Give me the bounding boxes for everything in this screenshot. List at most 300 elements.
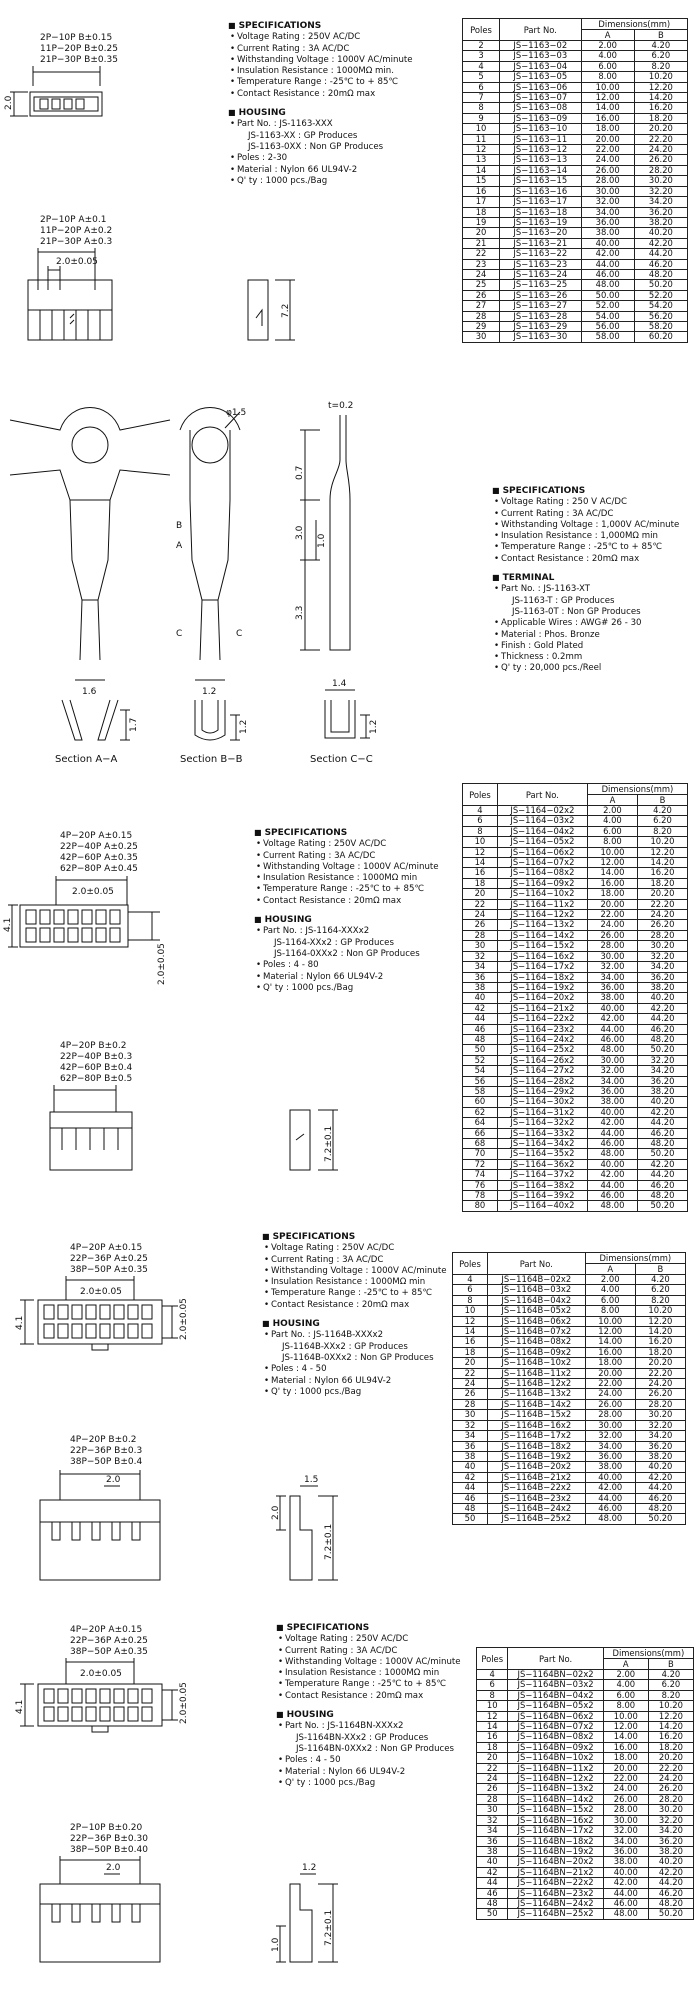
cell-dim-a: 38.00: [587, 1097, 637, 1107]
cell-dim-b: 46.20: [637, 1180, 687, 1190]
spec-list-item: • Voltage Rating : 250V AC/DC: [254, 839, 439, 850]
cell-part-no: JS−1164B−06x2: [487, 1316, 585, 1326]
spec-list-item: • Q' ty : 1000 pcs./Bag: [254, 983, 439, 994]
cell-poles: 14: [453, 1327, 488, 1337]
cell-dim-a: 44.00: [585, 1493, 635, 1503]
col-header-poles: Poles: [477, 1648, 508, 1670]
cell-dim-a: 8.00: [587, 837, 637, 847]
spec-list-item: • Voltage Rating : 250V AC/DC: [276, 1634, 461, 1645]
cell-dim-b: 28.20: [648, 1794, 693, 1804]
cell-poles: 12: [463, 847, 498, 857]
cell-dim-a: 46.00: [587, 1034, 637, 1044]
cell-part-no: JS−1163−23: [500, 259, 582, 269]
cell-dim-b: 40.20: [637, 1097, 687, 1107]
cell-dim-b: 16.20: [648, 1732, 693, 1742]
cell-part-no: JS−1163−10: [500, 124, 582, 134]
cell-dim-b: 46.20: [637, 1128, 687, 1138]
cell-poles: 40: [463, 993, 498, 1003]
table-row: [463, 930, 688, 940]
cell-dim-a: 24.00: [585, 1389, 635, 1399]
cell-dim-a: 4.00: [581, 51, 634, 61]
s2-h12a: 1.2: [239, 719, 249, 734]
cell-dim-b: 50.20: [637, 1045, 687, 1055]
cell-dim-b: 34.20: [634, 197, 687, 207]
s4-housing-list: [262, 1330, 447, 1398]
cell-dim-a: 32.00: [581, 197, 634, 207]
cell-poles: 30: [453, 1410, 488, 1420]
s4-spec-heading: ■ SPECIFICATIONS: [262, 1231, 447, 1243]
table-row: [463, 321, 688, 331]
spec-list-item: • Current Rating : 3A AC/DC: [492, 509, 679, 520]
spec-list-item: JS-1164-0XXx2 : Non GP Produces: [274, 948, 420, 959]
cell-dim-a: 40.00: [587, 1159, 637, 1169]
cell-part-no: JS−1164−11x2: [497, 899, 587, 909]
cell-dim-a: 42.00: [585, 1483, 635, 1493]
cell-part-no: JS−1164−21x2: [497, 1003, 587, 1013]
table-row: [463, 249, 688, 259]
col-header-b: B: [648, 1659, 693, 1670]
cell-dim-b: 28.20: [635, 1399, 685, 1409]
s2-h12b: 1.2: [369, 719, 379, 734]
cell-dim-b: 12.20: [637, 847, 687, 857]
cell-part-no: JS−1164−22x2: [497, 1014, 587, 1024]
cell-dim-a: 36.00: [587, 982, 637, 992]
table-row: [463, 1034, 688, 1044]
spec-list-item: • Withstanding Voltage : 1,000V AC/minute: [492, 520, 679, 531]
s2-spec-heading: ■ SPECIFICATIONS: [492, 485, 679, 497]
cell-dim-b: 14.20: [648, 1722, 693, 1732]
s2-w14: 1.4: [332, 679, 347, 689]
cell-poles: 36: [453, 1441, 488, 1451]
cell-part-no: JS−1163−26: [500, 290, 582, 300]
cell-poles: 34: [477, 1826, 508, 1836]
cell-dim-a: 2.00: [581, 41, 634, 51]
s2-label-b: B: [176, 521, 183, 531]
cell-part-no: JS−1164−40x2: [497, 1201, 587, 1211]
cell-dim-a: 14.00: [581, 103, 634, 113]
s5-row: 2.0±0.05: [179, 1682, 189, 1724]
cell-part-no: JS−1163−05: [500, 72, 582, 82]
cell-poles: 60: [463, 1097, 498, 1107]
cell-poles: 6: [477, 1680, 508, 1690]
cell-part-no: JS−1164BN−18x2: [508, 1836, 603, 1846]
cell-part-no: JS−1163−28: [500, 311, 582, 321]
cell-dim-a: 38.00: [603, 1857, 648, 1867]
cell-part-no: JS−1163−27: [500, 301, 582, 311]
cell-dim-b: 16.20: [635, 1337, 685, 1347]
cell-dim-b: 24.20: [635, 1379, 685, 1389]
s3-tol-a2: 22P−40P A±0.25: [60, 842, 138, 852]
cell-dim-b: 18.20: [637, 878, 687, 888]
cell-poles: 24: [453, 1379, 488, 1389]
cell-poles: 76: [463, 1180, 498, 1190]
table-row: [477, 1763, 694, 1773]
cell-poles: 56: [463, 1076, 498, 1086]
spec-list-item: • Poles : 4 - 80: [254, 960, 439, 971]
cell-poles: 34: [463, 962, 498, 972]
cell-dim-a: 46.00: [603, 1898, 648, 1908]
cell-part-no: JS−1163−24: [500, 269, 582, 279]
cell-part-no: JS−1164−37x2: [497, 1170, 587, 1180]
cell-part-no: JS−1164BN−17x2: [508, 1826, 603, 1836]
cell-part-no: JS−1164B−18x2: [487, 1441, 585, 1451]
cell-poles: 48: [463, 1034, 498, 1044]
cell-dim-a: 4.00: [587, 816, 637, 826]
cell-part-no: JS−1164BN−23x2: [508, 1888, 603, 1898]
cell-poles: 70: [463, 1149, 498, 1159]
table-row: [463, 826, 688, 836]
table-row: [463, 124, 688, 134]
cell-dim-b: 20.20: [634, 124, 687, 134]
s1-side-height: 7.2: [281, 303, 291, 318]
cell-dim-b: 42.20: [648, 1867, 693, 1877]
table-row: [477, 1888, 694, 1898]
cell-dim-b: 32.20: [648, 1815, 693, 1825]
cell-poles: 10: [477, 1701, 508, 1711]
table-row: [477, 1909, 694, 1919]
cell-poles: 29: [463, 321, 500, 331]
cell-part-no: JS−1164−28x2: [497, 1076, 587, 1086]
cell-poles: 32: [477, 1815, 508, 1825]
cell-part-no: JS−1164B−07x2: [487, 1327, 585, 1337]
table-row: [463, 269, 688, 279]
cell-part-no: JS−1164−16x2: [497, 951, 587, 961]
table-row: [477, 1732, 694, 1742]
s4-spec-block: [262, 1231, 447, 1398]
cell-dim-b: 4.20: [637, 806, 687, 816]
cell-poles: 64: [463, 1118, 498, 1128]
cell-dim-a: 38.00: [585, 1462, 635, 1472]
cell-part-no: JS−1163−18: [500, 207, 582, 217]
table-row: [463, 899, 688, 909]
table-row: [463, 217, 688, 227]
cell-poles: 20: [463, 889, 498, 899]
cell-dim-b: 44.20: [637, 1014, 687, 1024]
cell-dim-b: 40.20: [648, 1857, 693, 1867]
cell-dim-b: 24.20: [648, 1774, 693, 1784]
cell-dim-b: 4.20: [648, 1670, 693, 1680]
cell-poles: 52: [463, 1055, 498, 1065]
cell-dim-b: 34.20: [637, 1066, 687, 1076]
s2-spec-block: [492, 485, 679, 675]
s5-spec-block: [276, 1622, 461, 1789]
table-row: [453, 1275, 686, 1285]
cell-dim-a: 16.00: [603, 1742, 648, 1752]
cell-dim-a: 6.00: [603, 1690, 648, 1700]
s2-terminal-list: [492, 584, 679, 674]
cell-poles: 26: [463, 920, 498, 930]
cell-part-no: JS−1164−38x2: [497, 1180, 587, 1190]
spec-list-item: • Contact Resistance : 20mΩ max: [492, 554, 679, 565]
spec-list-item: • Temperature Range : -25℃ to + 85℃: [228, 77, 413, 88]
cell-part-no: JS−1164B−19x2: [487, 1451, 585, 1461]
cell-dim-b: 4.20: [634, 41, 687, 51]
cell-part-no: JS−1164BN−15x2: [508, 1805, 603, 1815]
spec-list-item: • Current Rating : 3A AC/DC: [262, 1255, 447, 1266]
cell-dim-b: 24.20: [634, 145, 687, 155]
s3-tol-b3: 42P−60P B±0.4: [60, 1063, 133, 1073]
cell-poles: 32: [463, 951, 498, 961]
cell-dim-a: 36.00: [587, 1086, 637, 1096]
cell-part-no: JS−1163−22: [500, 249, 582, 259]
s5-tol-a1: 4P−20P A±0.15: [70, 1625, 143, 1635]
cell-part-no: JS−1164B−04x2: [487, 1295, 585, 1305]
cell-dim-b: 30.20: [648, 1805, 693, 1815]
cell-part-no: JS−1164BN−16x2: [508, 1815, 603, 1825]
spec-list-item: • Thickness : 0.2mm: [492, 652, 679, 663]
cell-dim-a: 32.00: [587, 1066, 637, 1076]
cell-part-no: JS−1164B−09x2: [487, 1347, 585, 1357]
table-row: [477, 1711, 694, 1721]
table-row: [453, 1493, 686, 1503]
cell-poles: 8: [453, 1295, 488, 1305]
cell-part-no: JS−1164B−24x2: [487, 1503, 585, 1513]
table-row: [463, 858, 688, 868]
cell-part-no: JS−1164−09x2: [497, 878, 587, 888]
cell-dim-b: 8.20: [634, 61, 687, 71]
cell-part-no: JS−1164−31x2: [497, 1107, 587, 1117]
cell-part-no: JS−1163−20: [500, 228, 582, 238]
cell-dim-a: 54.00: [581, 311, 634, 321]
cell-poles: 14: [463, 858, 498, 868]
cell-poles: 22: [477, 1763, 508, 1773]
s3-spec-heading: ■ SPECIFICATIONS: [254, 827, 439, 839]
table-row: [463, 72, 688, 82]
table-row: [453, 1441, 686, 1451]
cell-poles: 8: [463, 103, 500, 113]
spec-list-item: • Insulation Resistance : 1000MΩ min: [262, 1277, 447, 1288]
table-row: [453, 1368, 686, 1378]
table-row: [453, 1472, 686, 1482]
table-row: [463, 186, 688, 196]
cell-poles: 3: [463, 51, 500, 61]
spec-list-item: • Material : Nylon 66 UL94V-2: [276, 1767, 461, 1778]
spec-list-item: • Withstanding Voltage : 1000V AC/minute: [228, 55, 413, 66]
cell-part-no: JS−1164B−20x2: [487, 1462, 585, 1472]
cell-poles: 68: [463, 1139, 498, 1149]
cell-part-no: JS−1163−04: [500, 61, 582, 71]
cell-part-no: JS−1163−14: [500, 165, 582, 175]
cell-poles: 14: [477, 1722, 508, 1732]
cell-poles: 30: [463, 332, 500, 342]
s1-spec-heading: ■ SPECIFICATIONS: [228, 20, 413, 32]
cell-dim-b: 38.20: [637, 1086, 687, 1096]
table-row: [477, 1846, 694, 1856]
cell-dim-a: 20.00: [581, 134, 634, 144]
cell-part-no: JS−1164−34x2: [497, 1139, 587, 1149]
cell-dim-a: 10.00: [585, 1316, 635, 1326]
cell-dim-a: 34.00: [585, 1441, 635, 1451]
cell-dim-a: 8.00: [585, 1306, 635, 1316]
cell-dim-a: 4.00: [585, 1285, 635, 1295]
cell-dim-b: 52.20: [634, 290, 687, 300]
cell-part-no: JS−1164BN−14x2: [508, 1794, 603, 1804]
table-row: [463, 1107, 688, 1117]
cell-poles: 6: [453, 1285, 488, 1295]
spec-list-item: JS-1164BN-XXx2 : GP Produces: [296, 1732, 429, 1743]
cell-part-no: JS−1164BN−19x2: [508, 1846, 603, 1856]
table-row: [463, 982, 688, 992]
s4-housing-heading: ■ HOUSING: [262, 1318, 447, 1330]
cell-part-no: JS−1163−13: [500, 155, 582, 165]
cell-part-no: JS−1163−19: [500, 217, 582, 227]
cell-dim-b: 10.20: [648, 1701, 693, 1711]
cell-dim-a: 34.00: [581, 207, 634, 217]
cell-dim-b: 26.20: [635, 1389, 685, 1399]
cell-dim-b: 26.20: [637, 920, 687, 930]
spec-list-item: • Q' ty : 20,000 pcs./Reel: [492, 663, 679, 674]
cell-part-no: JS−1164−13x2: [497, 920, 587, 930]
s1-pitch: 2.0±0.05: [56, 257, 98, 267]
s2-label-a: A: [176, 541, 183, 551]
cell-dim-a: 6.00: [581, 61, 634, 71]
cell-dim-a: 18.00: [581, 124, 634, 134]
s1-height-label: 2.0: [4, 95, 14, 110]
cell-poles: 20: [463, 228, 500, 238]
cell-poles: 38: [477, 1846, 508, 1856]
cell-dim-b: 44.20: [635, 1483, 685, 1493]
cell-dim-b: 34.20: [648, 1826, 693, 1836]
spec-list-item: • Material : Nylon 66 UL94V-2: [228, 165, 413, 176]
cell-dim-b: 12.20: [634, 82, 687, 92]
cell-dim-a: 10.00: [581, 82, 634, 92]
cell-dim-b: 18.20: [635, 1347, 685, 1357]
cell-dim-a: 14.00: [587, 868, 637, 878]
col-header-a: A: [585, 1264, 635, 1275]
cell-part-no: JS−1164−05x2: [497, 837, 587, 847]
spec-list-item: • Temperature Range : -25℃ to + 85℃: [276, 1679, 461, 1690]
cell-poles: 46: [453, 1493, 488, 1503]
table-row: [463, 951, 688, 961]
cell-part-no: JS−1164BN−09x2: [508, 1742, 603, 1752]
spec-list-item: • Part No. : JS-1163-XT: [492, 584, 679, 595]
table-row: [477, 1815, 694, 1825]
col-header-b: B: [634, 30, 687, 41]
cell-part-no: JS−1164−14x2: [497, 930, 587, 940]
table-row: [477, 1898, 694, 1908]
cell-part-no: JS−1164BN−12x2: [508, 1774, 603, 1784]
col-header-a: A: [587, 795, 637, 806]
col-header-part-no: Part No.: [497, 784, 587, 806]
cell-dim-a: 24.00: [603, 1784, 648, 1794]
spec-list-item: • Temperature Range : -25℃ to + 85℃: [262, 1288, 447, 1299]
cell-dim-b: 12.20: [635, 1316, 685, 1326]
table-row: [477, 1784, 694, 1794]
s4-tol-a3: 38P−50P A±0.35: [70, 1265, 148, 1275]
s1-dimension-table: [462, 18, 688, 343]
s4-dimension-table: [452, 1252, 686, 1525]
cell-dim-a: 32.00: [587, 962, 637, 972]
cell-dim-a: 26.00: [603, 1794, 648, 1804]
cell-poles: 22: [463, 249, 500, 259]
cell-dim-a: 22.00: [587, 910, 637, 920]
cell-dim-a: 24.00: [587, 920, 637, 930]
cell-part-no: JS−1164−08x2: [497, 868, 587, 878]
spec-list-item: JS-1163-T : GP Produces: [512, 595, 615, 606]
cell-poles: 6: [463, 816, 498, 826]
cell-dim-b: 40.20: [634, 228, 687, 238]
s5-dimension-table: [476, 1647, 694, 1920]
table-row: [453, 1306, 686, 1316]
cell-dim-a: 18.00: [587, 889, 637, 899]
s5-tol-b1: 2P−10P B±0.20: [70, 1823, 143, 1833]
cell-dim-a: 26.00: [587, 930, 637, 940]
cell-poles: 46: [463, 1024, 498, 1034]
cell-poles: 11: [463, 134, 500, 144]
cell-dim-b: 38.20: [634, 217, 687, 227]
spec-list-item: • Contact Resistance : 20mΩ max: [254, 896, 439, 907]
table-row: [453, 1316, 686, 1326]
cell-dim-b: 50.20: [634, 280, 687, 290]
cell-dim-b: 48.20: [634, 269, 687, 279]
cell-poles: 50: [463, 1045, 498, 1055]
cell-poles: 24: [477, 1774, 508, 1784]
cell-poles: 26: [453, 1389, 488, 1399]
cell-poles: 28: [477, 1794, 508, 1804]
cell-part-no: JS−1164BN−11x2: [508, 1763, 603, 1773]
cell-dim-a: 42.00: [587, 1170, 637, 1180]
cell-poles: 21: [463, 238, 500, 248]
cell-poles: 28: [463, 311, 500, 321]
cell-poles: 24: [463, 269, 500, 279]
s3-dimension-table: [462, 783, 688, 1212]
cell-dim-a: 30.00: [587, 951, 637, 961]
cell-dim-b: 8.20: [637, 826, 687, 836]
cell-poles: 58: [463, 1086, 498, 1096]
cell-dim-b: 54.20: [634, 301, 687, 311]
spec-list-item: JS-1164B-XXx2 : GP Produces: [282, 1341, 408, 1352]
s1-housing-heading: ■ HOUSING: [228, 107, 413, 119]
table-row: [463, 155, 688, 165]
s2-section-aa: Section A−A: [55, 754, 118, 765]
col-header-b: B: [637, 795, 687, 806]
cell-poles: 23: [463, 259, 500, 269]
table-row: [453, 1420, 686, 1430]
s5-width: 4.1: [15, 1699, 25, 1714]
s3-pitch: 2.0±0.05: [72, 887, 114, 897]
table-row: [463, 311, 688, 321]
cell-dim-a: 30.00: [585, 1420, 635, 1430]
cell-dim-b: 46.20: [634, 259, 687, 269]
table-row: [477, 1794, 694, 1804]
cell-part-no: JS−1163−16: [500, 186, 582, 196]
cell-dim-b: 46.20: [648, 1888, 693, 1898]
cell-dim-a: 48.00: [587, 1201, 637, 1211]
cell-dim-a: 10.00: [603, 1711, 648, 1721]
s4-width: 4.1: [15, 1315, 25, 1330]
cell-poles: 32: [453, 1420, 488, 1430]
cell-dim-a: 26.00: [585, 1399, 635, 1409]
spec-list-item: • Material : Phos. Bronze: [492, 630, 679, 641]
cell-part-no: JS−1163−30: [500, 332, 582, 342]
s3-tol-b2: 22P−40P B±0.3: [60, 1052, 133, 1062]
cell-poles: 40: [477, 1857, 508, 1867]
cell-dim-b: 56.20: [634, 311, 687, 321]
cell-poles: 18: [463, 878, 498, 888]
cell-dim-b: 22.20: [634, 134, 687, 144]
spec-list-item: • Part No. : JS-1163-XXX: [228, 119, 413, 130]
col-header-dimensions: Dimensions(mm): [603, 1648, 693, 1659]
cell-part-no: JS−1164−19x2: [497, 982, 587, 992]
cell-poles: 10: [453, 1306, 488, 1316]
cell-dim-a: 44.00: [587, 1024, 637, 1034]
table-row: [463, 910, 688, 920]
cell-dim-a: 30.00: [581, 186, 634, 196]
s1-tol-b1: 2P−10P B±0.15: [40, 33, 113, 43]
table-row: [477, 1826, 694, 1836]
cell-dim-a: 12.00: [587, 858, 637, 868]
cell-part-no: JS−1163−12: [500, 145, 582, 155]
